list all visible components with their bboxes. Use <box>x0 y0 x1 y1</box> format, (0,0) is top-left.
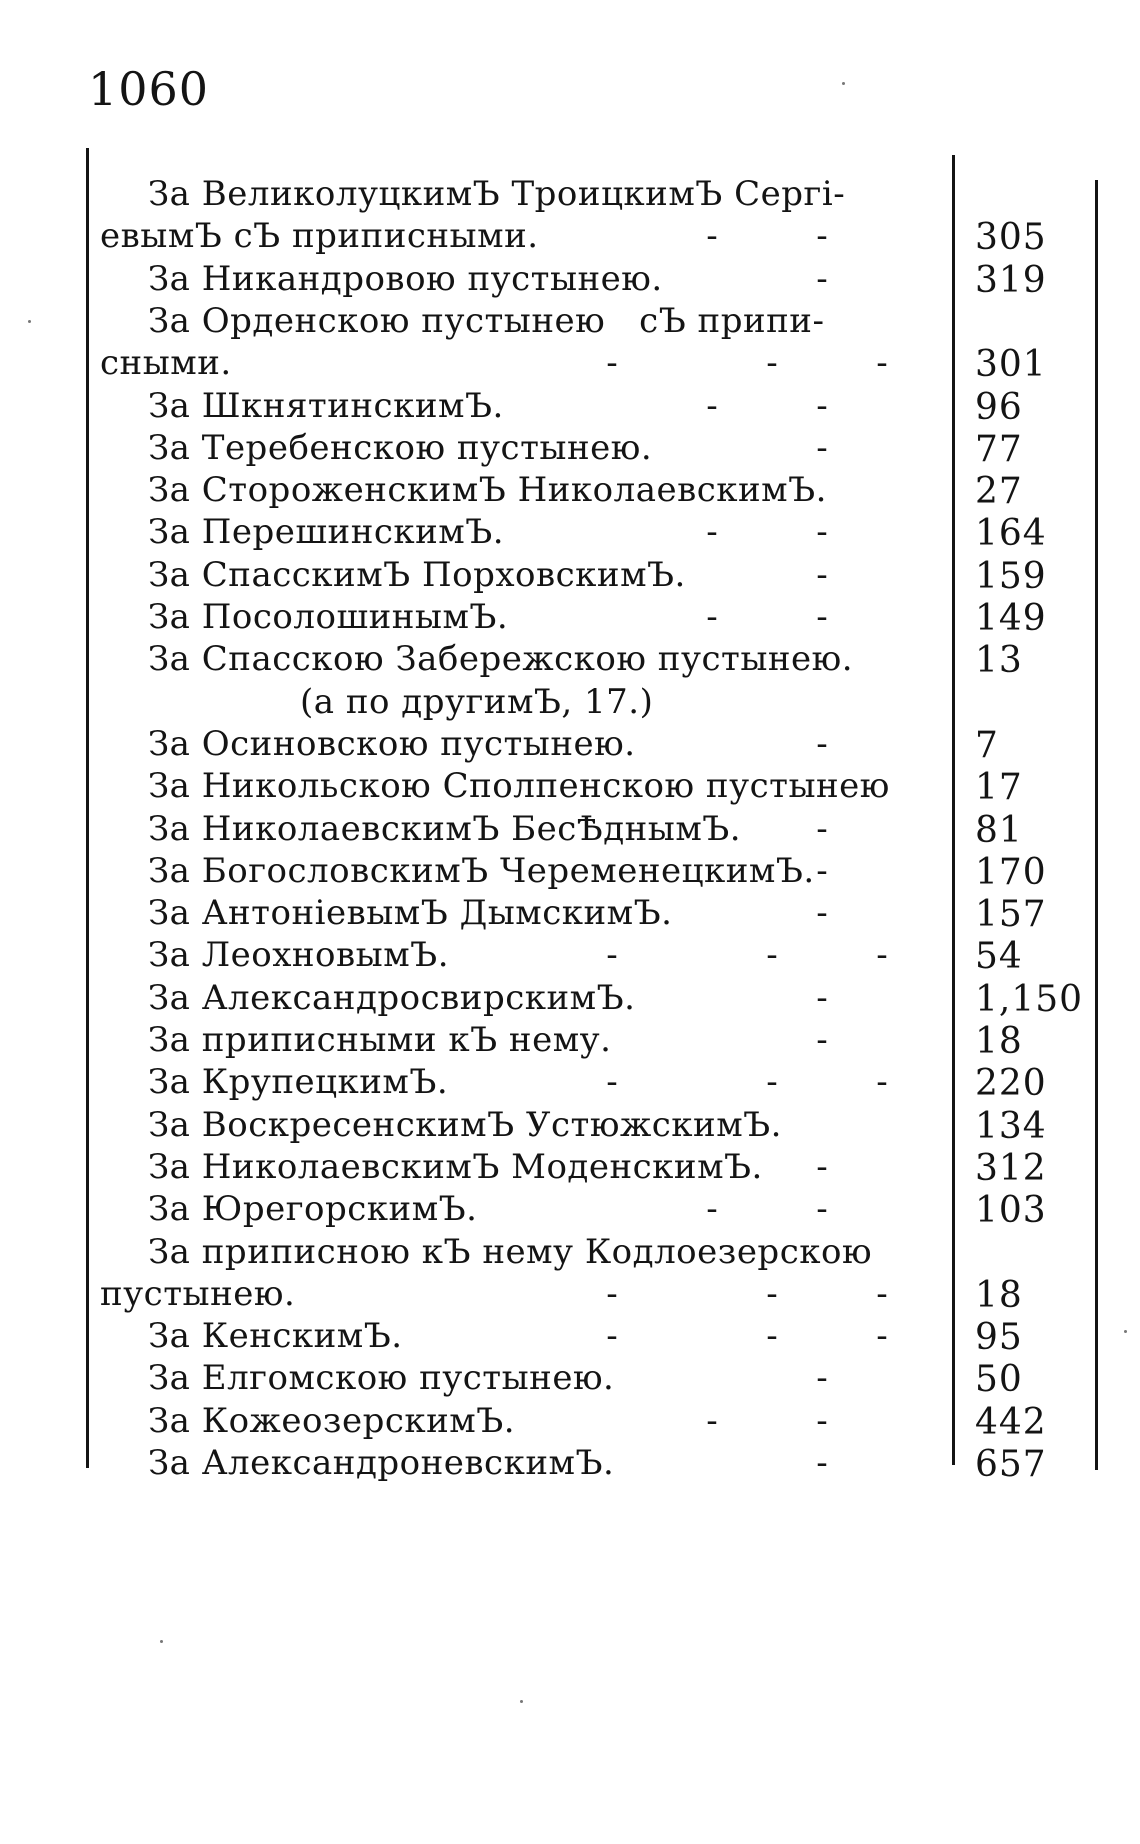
leader-dash: - <box>606 1273 618 1314</box>
entry-label: За ЮрегорскимЪ. <box>148 1189 478 1230</box>
entry-value: 81 <box>975 809 1023 851</box>
entry-label: За Теребенскою пустынею. <box>148 427 653 468</box>
leader-dash: - <box>876 1316 888 1357</box>
paper-speck <box>842 82 845 85</box>
entry-value: 103 <box>975 1190 1047 1232</box>
entry-label: За Орденскою пустынею сЪ припи- <box>148 300 825 341</box>
leader-dash: - <box>606 1062 618 1103</box>
entry-label: За СпасскимЪ ПорховскимЪ. <box>148 554 686 595</box>
table-row <box>0 1437 1140 1487</box>
entry-label: За ВеликолуцкимЪ ТроицкимЪ Сергі- <box>148 174 846 214</box>
leader-dash: - <box>876 343 888 384</box>
leader-dash: - <box>606 1316 618 1357</box>
entry-label: За СтороженскимЪ НиколаевскимЪ. <box>148 470 827 511</box>
entry-value: 54 <box>975 936 1023 978</box>
entry-value: 164 <box>975 513 1047 555</box>
leader-dash: - <box>816 1400 828 1441</box>
entry-value: 159 <box>975 555 1047 597</box>
entry-value: 50 <box>975 1359 1023 1401</box>
entry-label: За ПерешинскимЪ. <box>148 512 505 553</box>
entry-label: пустынею. <box>100 1273 296 1314</box>
entry-value: 657 <box>975 1444 1047 1485</box>
leader-dash: - <box>816 850 828 891</box>
leader-dash: - <box>816 554 828 595</box>
leader-dash: - <box>816 808 828 849</box>
entry-value: 18 <box>975 1021 1023 1062</box>
entry-label: За КрупецкимЪ. <box>148 1062 449 1103</box>
entry-label: евымЪ сЪ приписными. <box>100 216 539 257</box>
leader-dash: - <box>816 258 828 299</box>
leader-dash: - <box>706 216 718 257</box>
entry-label: За Осиновскою пустынею. <box>148 723 636 764</box>
entry-label: За ПосолошинымЪ. <box>148 597 509 637</box>
paper-speck <box>1124 1330 1127 1333</box>
page-number: 1060 <box>88 62 210 116</box>
leader-dash: - <box>816 216 828 257</box>
leader-dash: - <box>706 512 718 553</box>
leader-dash: - <box>766 1316 778 1357</box>
paper-speck <box>160 1640 163 1643</box>
leader-dash: - <box>766 1273 778 1314</box>
leader-dash: - <box>876 935 888 976</box>
entry-label: За ЛеохновымЪ. <box>148 935 449 976</box>
leader-dash: - <box>816 512 828 553</box>
entry-value: 134 <box>975 1105 1047 1147</box>
entry-label: сными. <box>100 343 232 384</box>
leader-dash: - <box>816 385 828 426</box>
entry-value: 17 <box>975 767 1023 809</box>
entry-value: 312 <box>975 1147 1047 1189</box>
entry-label: (а по другимЪ, 17.) <box>300 681 654 722</box>
leader-dash: - <box>766 1062 778 1103</box>
leader-dash: - <box>706 597 718 637</box>
entry-value: 305 <box>975 217 1047 259</box>
entry-label: За Елгомскою пустынею. <box>148 1358 615 1399</box>
leader-dash: - <box>766 935 778 976</box>
entry-label: За КенскимЪ. <box>148 1316 403 1357</box>
entry-value: 149 <box>975 598 1047 639</box>
entry-label: За НиколаевскимЪ МоденскимЪ. <box>148 1146 763 1187</box>
leader-dash: - <box>816 977 828 1018</box>
leader-dash: - <box>816 1443 828 1483</box>
entry-value: 13 <box>975 640 1023 682</box>
entry-value: 442 <box>975 1401 1047 1443</box>
entry-label: За ВоскресенскимЪ УстюжскимЪ. <box>148 1104 782 1145</box>
entry-label: За Никандровою пустынею. <box>148 258 663 299</box>
entry-label: За АнтоніевымЪ ДымскимЪ. <box>148 893 673 934</box>
entry-label: За приписною кЪ нему Кодлоезерскою <box>148 1231 873 1272</box>
entry-value: 95 <box>975 1317 1023 1359</box>
leader-dash: - <box>816 1146 828 1187</box>
leader-dash: - <box>816 1189 828 1230</box>
entry-label: За приписными кЪ нему. <box>148 1020 612 1060</box>
entry-value: 1,150 <box>975 978 1084 1020</box>
entry-value: 301 <box>975 344 1047 386</box>
leader-dash: - <box>816 723 828 764</box>
entry-value: 18 <box>975 1274 1023 1316</box>
leader-dash: - <box>816 597 828 637</box>
entry-value: 96 <box>975 386 1023 428</box>
entry-value: 7 <box>975 724 999 766</box>
entry-label: За Спасскою Забережскою пустынею. <box>148 639 854 680</box>
entry-value: 170 <box>975 851 1047 893</box>
leader-dash: - <box>706 385 718 426</box>
leader-dash: - <box>816 1358 828 1399</box>
paper-speck <box>28 320 31 323</box>
leader-dash: - <box>816 893 828 934</box>
leader-dash: - <box>766 343 778 384</box>
entry-label: За Никольскою Сполпенскою пустынею <box>148 766 890 807</box>
leader-dash: - <box>706 1189 718 1230</box>
entry-label: За БогословскимЪ ЧеременецкимЪ. <box>148 850 815 891</box>
leader-dash: - <box>876 1273 888 1314</box>
leader-dash: - <box>876 1062 888 1103</box>
entry-value: 27 <box>975 471 1023 513</box>
leader-dash: - <box>606 343 618 384</box>
entry-label: За КожеозерскимЪ. <box>148 1400 516 1441</box>
entry-label: За АлександросвирскимЪ. <box>148 977 636 1018</box>
entry-label: За АлександроневскимЪ. <box>148 1443 615 1483</box>
entry-label: За НиколаевскимЪ БесѢднымЪ. <box>148 808 742 849</box>
leader-dash: - <box>816 1020 828 1060</box>
entry-value: 220 <box>975 1063 1047 1105</box>
entry-value: 319 <box>975 259 1047 301</box>
leader-dash: - <box>706 1400 718 1441</box>
leader-dash: - <box>816 427 828 468</box>
entry-value: 157 <box>975 894 1047 936</box>
entry-label: За ШкнятинскимЪ. <box>148 385 504 426</box>
paper-speck <box>520 1700 523 1703</box>
leader-dash: - <box>606 935 618 976</box>
entry-value: 77 <box>975 428 1023 470</box>
